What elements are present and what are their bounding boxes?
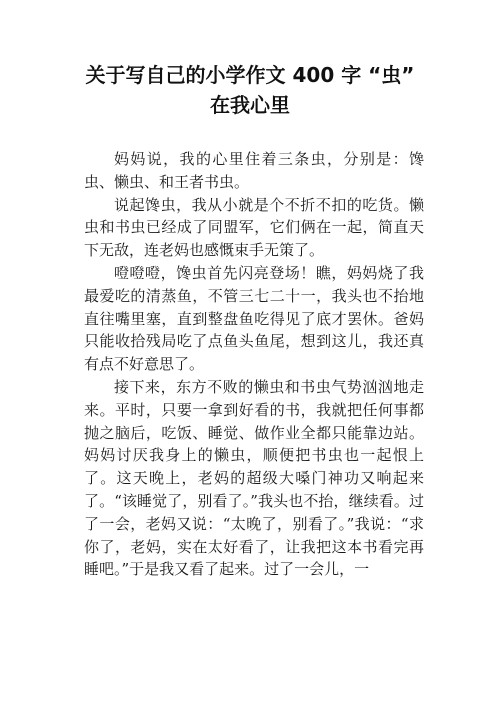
paragraph-1: 妈妈说，我的心里住着三条虫，分别是：馋虫、懒虫、和王者书虫。 [84, 150, 424, 191]
document-body [84, 148, 424, 581]
paragraph-2: 说起馋虫，我从小就是个不折不扣的吃货。懒虫和书虫已经成了同盟军，它们俩在一起，简直天下无敌，连老妈也感慨束手无策了。 [84, 195, 424, 260]
document-title-line-2: 在我心里 [210, 93, 290, 117]
paragraph-3: 噔噔噔，馋虫首先闪亮登场！瞧，妈妈烧了我最爱吃的清蒸鱼，不管三七二十一，我头也不抬地直往嘴里塞，直到整盘鱼吃得见了底才罢休。爸妈只能收拾残局吃了点鱼头鱼尾，想到这儿，我还真有点不好意思了。 [84, 263, 424, 374]
paragraph-4: 接下来，东方不败的懒虫和书虫气势汹汹地走来。平时，只要一拿到好看的书，我就把任何事都抛之脑后，吃饭、睡觉、做作业全都只能靠边站。妈妈讨厌我身上的懒虫，顺便把书虫也一起恨上了。这天晚上，老妈的超级大嗓门神功又响起来了。“该睡觉了，别看了。”我头也不抬，继续看。过了一会，老妈又说：“太晚了，别看了。”我说：“求你了，老妈，实在太好看了，让我把这本书看完再睡吧。”于是我又看了起来。过了一会儿，一 [84, 377, 424, 579]
document-title-line-1: 关于写自己的小学作文 400 字 “虫” [85, 63, 415, 87]
